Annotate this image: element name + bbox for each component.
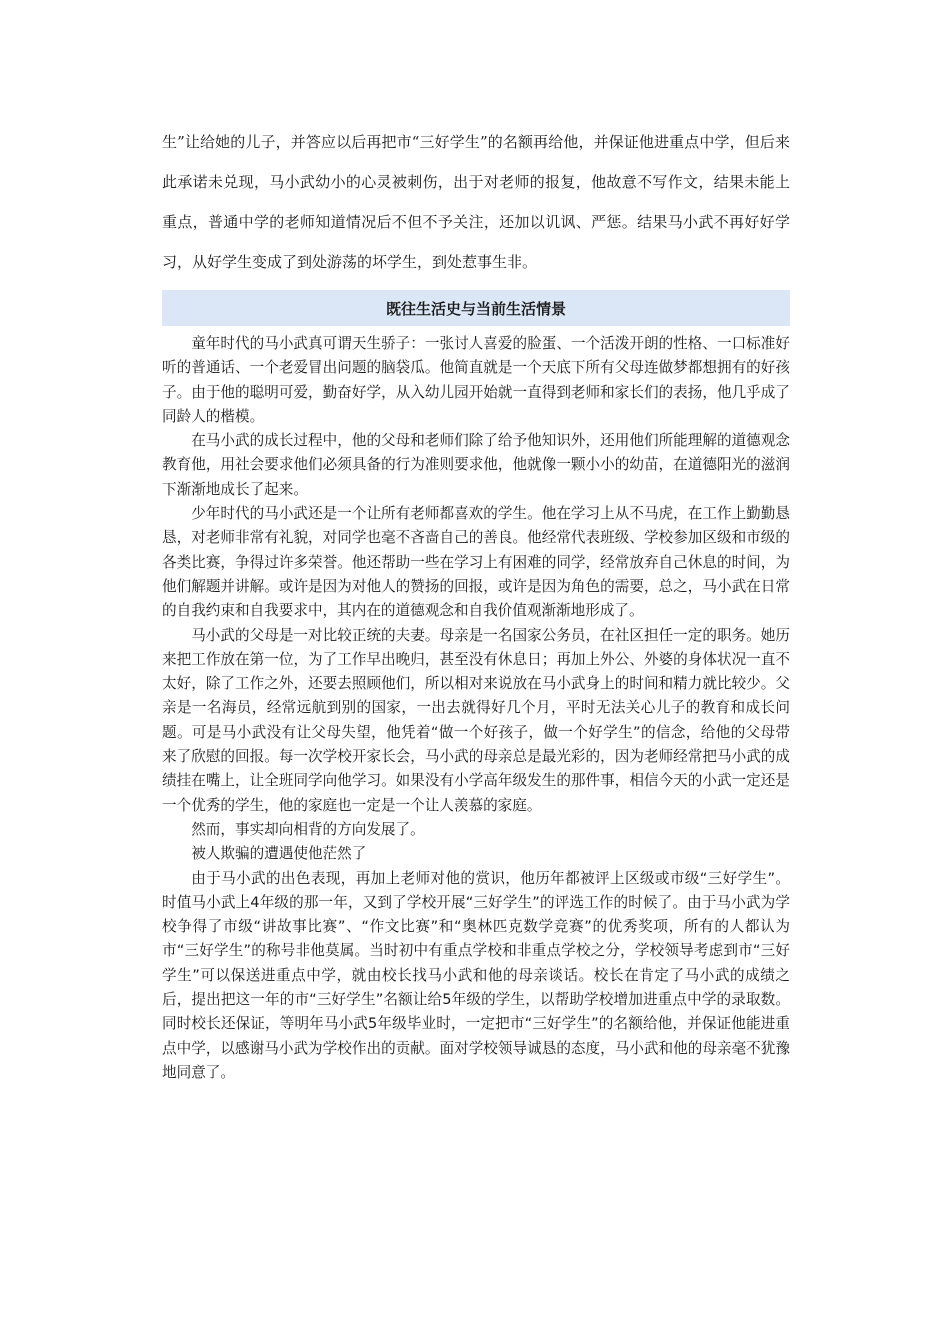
body-paragraph: 马小武的父母是一对比较正统的夫妻。母亲是一名国家公务员，在社区担任一定的职务。她历来把工作放在第一位，为了工作早出晚归，甚至没有休息日；再加上外公、外婆的身体状况一直不太好，除了工作之外，还要去照顾他们，所以相对来说放在马小武身上的时间和精力就比较少。父亲是一名海员，经常远航到别的国家，一出去就得好几个月，平时无法关心儿子的教育和成长问题。可是马小武没有让父母失望，他凭着“做一个好孩子，做一个好学生”的信念，给他的父母带来了欣慰的回报。每一次学校开家长会，马小武的母亲总是最光彩的，因为老师经常把马小武的成绩挂在嘴上，让全班同学向他学习。如果没有小学高年级发生的那件事，相信今天的小武一定还是一个优秀的学生，他的家庭也一定是一个让人羡慕的家庭。	[162, 626, 790, 814]
body-paragraph: 在马小武的成长过程中，他的父母和老师们除了给予他知识外，还用他们所能理解的道德观念教育他，用社会要求他们必须具备的行为准则要求他，他就像一颗小小的幼苗，在道德阳光的滋润下渐渐地成长了起来。	[162, 432, 790, 498]
section-body	[162, 332, 790, 1085]
section-heading	[162, 290, 790, 326]
body-paragraph: 由于马小武的出色表现，再加上老师对他的赏识，他历年都被评上区级或市级“三好学生”。时值马小武上4年级的那一年，又到了学校开展“三好学生”的评选工作的时候了。由于马小武为学校争得了市级“讲故事比赛”、“作文比赛”和“奥林匹克数学竞赛”的优秀奖项，所有的人都认为市“三好学生”的称号非他莫属。当时初中有重点学校和非重点学校之分，学校领导考虑到市“三好学生”可以保送进重点中学，就由校长找马小武和他的母亲谈话。校长在肯定了马小武的成绩之后，提出把这一年的市“三好学生”名额让给5年级的学生，以帮助学校增加进重点中学的录取数。同时校长还保证，等明年马小武5年级毕业时，一定把市“三好学生”的名额给他，并保证他能进重点中学，以感谢马小武为学校作出的贡献。面对学校领导诚恳的态度，马小武和他的母亲毫不犹豫地同意了。	[162, 869, 790, 1081]
body-paragraph: 然而，事实却向相背的方向发展了。	[191, 820, 425, 838]
intro-section	[162, 122, 790, 282]
intro-paragraph: 生”让给她的儿子，并答应以后再把市“三好学生”的名额再给他，并保证他进重点中学，但后来此承诺未兑现，马小武幼小的心灵被刺伤，出于对老师的报复，他故意不写作文，结果未能上重点，普通中学的老师知道情况后不但不予关注，还加以讥讽、严惩。结果马小武不再好好学习，从好学生变成了到处游荡的坏学生，到处惹事生非。	[162, 133, 790, 271]
document-page	[162, 122, 790, 1085]
section-title: 既往生活史与当前生活情景	[385, 299, 566, 318]
body-paragraph: 被人欺骗的遭遇使他茫然了	[191, 845, 367, 863]
body-paragraph: 童年时代的马小武真可谓天生骄子：一张讨人喜爱的脸蛋、一个活泼开朗的性格、一口标准好听的普通话、一个老爱冒出问题的脑袋瓜。他简直就是一个天底下所有父母连做梦都想拥有的好孩子。由于他的聪明可爱，勤奋好学，从入幼儿园开始就一直得到老师和家长们的表扬，他几乎成了同龄人的楷模。	[162, 335, 790, 425]
body-paragraph: 少年时代的马小武还是一个让所有老师都喜欢的学生。他在学习上从不马虎，在工作上勤勤恳恳，对老师非常有礼貌，对同学也毫不吝啬自己的善良。他经常代表班级、学校参加区级和市级的各类比赛，争得过许多荣誉。他还帮助一些在学习上有困难的同学，经常放弃自己休息的时间，为他们解题并讲解。或许是因为对他人的赞扬的回报，或许是因为角色的需要，总之，马小武在日常的自我约束和自我要求中，其内在的道德观念和自我价值观渐渐地形成了。	[162, 505, 790, 620]
